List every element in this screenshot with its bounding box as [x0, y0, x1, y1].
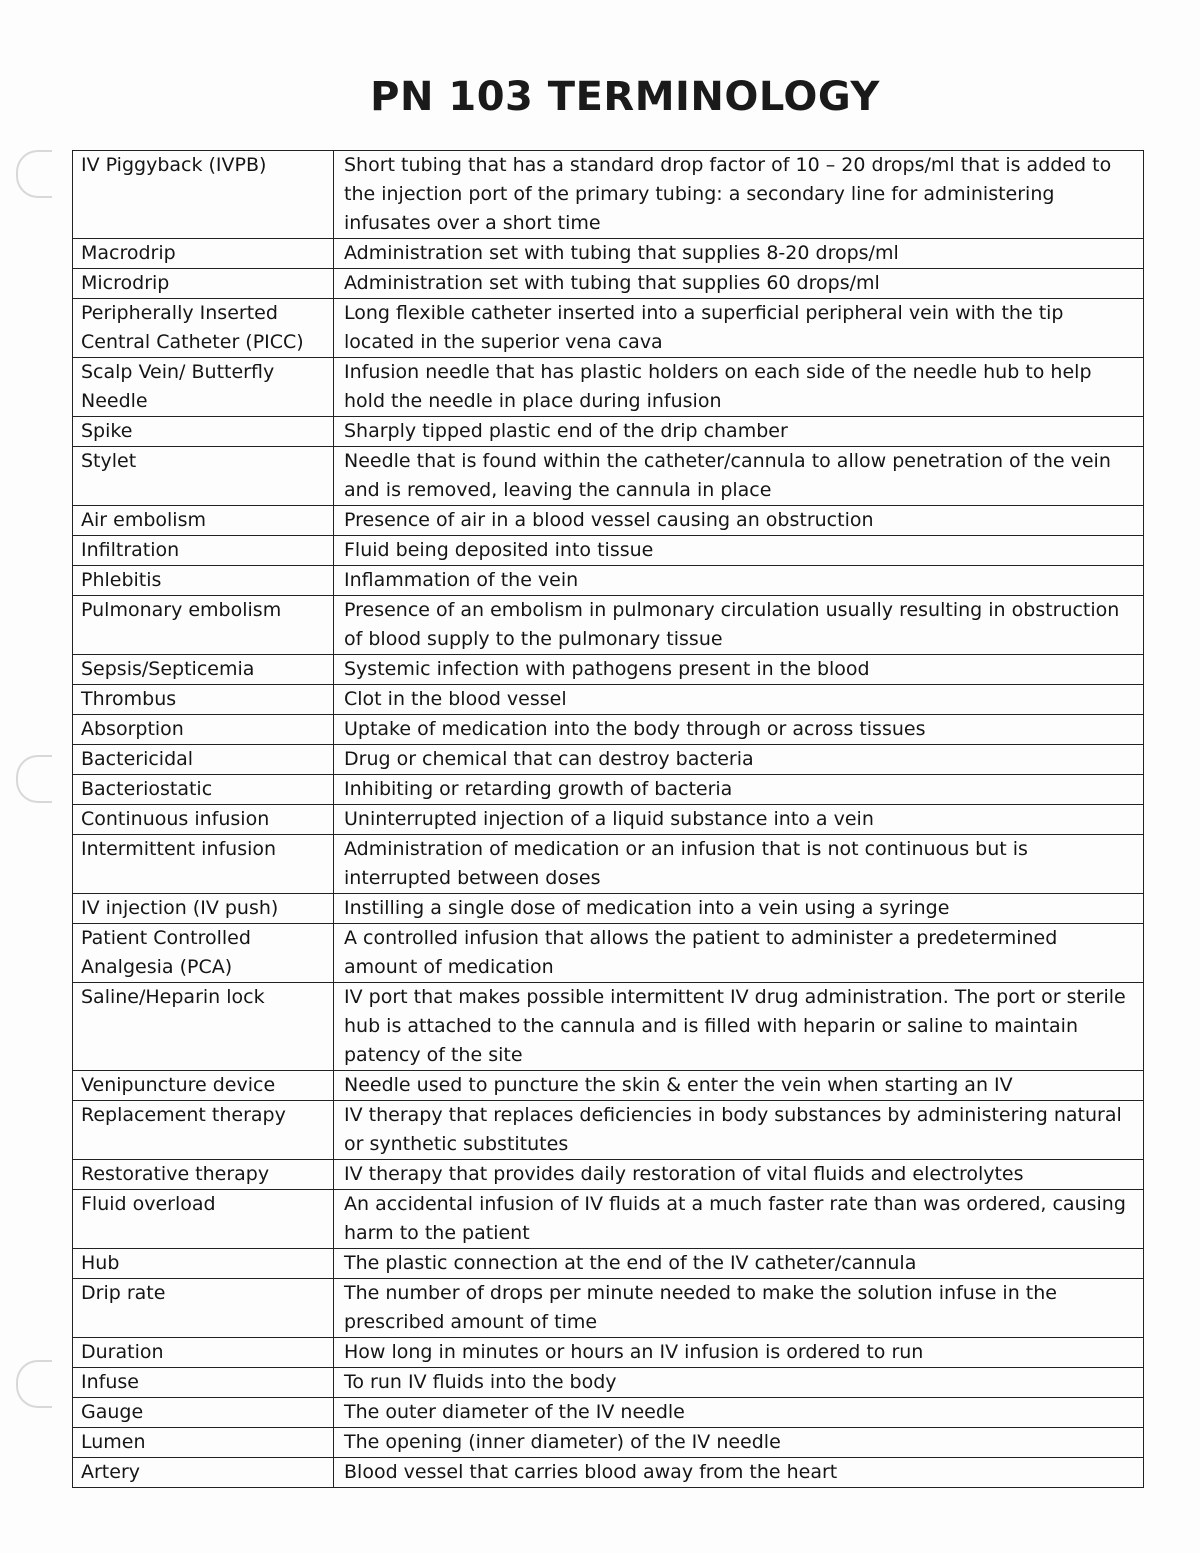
term-cell: Microdrip	[73, 269, 334, 299]
definition-cell: Long flexible catheter inserted into a superficial peripheral vein with the tip located in the superior vena cava	[334, 299, 1144, 358]
term-cell: IV injection (IV push)	[73, 894, 334, 924]
term-cell: Drip rate	[73, 1279, 334, 1338]
term-cell: Replacement therapy	[73, 1101, 334, 1160]
definition-cell: A controlled infusion that allows the patient to administer a predetermined amount of medication	[334, 924, 1144, 983]
definition-cell: Administration set with tubing that supplies 60 drops/ml	[334, 269, 1144, 299]
table-row	[73, 506, 1144, 536]
term-cell: Bacteriostatic	[73, 775, 334, 805]
terminology-table	[72, 150, 1144, 1488]
table-row	[73, 835, 1144, 894]
table-row	[73, 894, 1144, 924]
term-cell: Gauge	[73, 1398, 334, 1428]
definition-cell: The number of drops per minute needed to make the solution infuse in the prescribed amount of time	[334, 1279, 1144, 1338]
table-row	[73, 417, 1144, 447]
definition-cell: Presence of an embolism in pulmonary circulation usually resulting in obstruction of blood supply to the pulmonary tissue	[334, 596, 1144, 655]
table-row	[73, 1338, 1144, 1368]
term-cell: Macrodrip	[73, 239, 334, 269]
definition-cell: Infusion needle that has plastic holders on each side of the needle hub to help hold the needle in place during infusion	[334, 358, 1144, 417]
term-cell: Bactericidal	[73, 745, 334, 775]
term-cell: Spike	[73, 417, 334, 447]
term-cell: Duration	[73, 1338, 334, 1368]
definition-cell: Instilling a single dose of medication into a vein using a syringe	[334, 894, 1144, 924]
table-row	[73, 775, 1144, 805]
table-row	[73, 1249, 1144, 1279]
term-cell: Artery	[73, 1458, 334, 1488]
definition-cell: The opening (inner diameter) of the IV needle	[334, 1428, 1144, 1458]
term-cell: Peripherally Inserted Central Catheter (PICC)	[73, 299, 334, 358]
table-row	[73, 983, 1144, 1071]
definition-cell: Sharply tipped plastic end of the drip chamber	[334, 417, 1144, 447]
table-row	[73, 924, 1144, 983]
definition-cell: Presence of air in a blood vessel causing an obstruction	[334, 506, 1144, 536]
definition-cell: Uninterrupted injection of a liquid substance into a vein	[334, 805, 1144, 835]
definition-cell: How long in minutes or hours an IV infusion is ordered to run	[334, 1338, 1144, 1368]
definition-cell: Systemic infection with pathogens present in the blood	[334, 655, 1144, 685]
term-cell: Lumen	[73, 1428, 334, 1458]
definition-cell: An accidental infusion of IV fluids at a much faster rate than was ordered, causing harm to the patient	[334, 1190, 1144, 1249]
definition-cell: Administration set with tubing that supplies 8-20 drops/ml	[334, 239, 1144, 269]
table-row	[73, 1160, 1144, 1190]
punch-hole	[16, 1360, 52, 1408]
table-row	[73, 566, 1144, 596]
table-row	[73, 1101, 1144, 1160]
table-row	[73, 805, 1144, 835]
table-row	[73, 1428, 1144, 1458]
term-cell: Scalp Vein/ Butterfly Needle	[73, 358, 334, 417]
page-title: PN 103 TERMINOLOGY	[370, 74, 880, 120]
table-row	[73, 685, 1144, 715]
term-cell: Infiltration	[73, 536, 334, 566]
definition-cell: Blood vessel that carries blood away from the heart	[334, 1458, 1144, 1488]
punch-hole	[16, 150, 52, 198]
definition-cell: To run IV fluids into the body	[334, 1368, 1144, 1398]
table-row	[73, 1190, 1144, 1249]
definition-cell: Administration of medication or an infusion that is not continuous but is interrupted between doses	[334, 835, 1144, 894]
definition-cell: The outer diameter of the IV needle	[334, 1398, 1144, 1428]
table-row	[73, 1279, 1144, 1338]
table-row	[73, 1368, 1144, 1398]
term-cell: Hub	[73, 1249, 334, 1279]
punch-hole	[16, 755, 52, 803]
term-cell: Pulmonary embolism	[73, 596, 334, 655]
table-row	[73, 715, 1144, 745]
table-row	[73, 745, 1144, 775]
term-cell: Absorption	[73, 715, 334, 745]
term-cell: Air embolism	[73, 506, 334, 536]
term-cell: Venipuncture device	[73, 1071, 334, 1101]
term-cell: Patient Controlled Analgesia (PCA)	[73, 924, 334, 983]
term-cell: Intermittent infusion	[73, 835, 334, 894]
table-row	[73, 151, 1144, 239]
definition-cell: Fluid being deposited into tissue	[334, 536, 1144, 566]
table-row	[73, 1398, 1144, 1428]
definition-cell: Needle used to puncture the skin & enter the vein when starting an IV	[334, 1071, 1144, 1101]
term-cell: Thrombus	[73, 685, 334, 715]
definition-cell: Inhibiting or retarding growth of bacteria	[334, 775, 1144, 805]
table-row	[73, 1458, 1144, 1488]
definition-cell: Drug or chemical that can destroy bacteria	[334, 745, 1144, 775]
definition-cell: The plastic connection at the end of the IV catheter/cannula	[334, 1249, 1144, 1279]
table-row	[73, 358, 1144, 417]
term-cell: Sepsis/Septicemia	[73, 655, 334, 685]
term-cell: Phlebitis	[73, 566, 334, 596]
definition-cell: IV therapy that replaces deficiencies in body substances by administering natural or synthetic substitutes	[334, 1101, 1144, 1160]
table-row	[73, 596, 1144, 655]
definition-cell: Clot in the blood vessel	[334, 685, 1144, 715]
term-cell: IV Piggyback (IVPB)	[73, 151, 334, 239]
definition-cell: Uptake of medication into the body through or across tissues	[334, 715, 1144, 745]
table-row	[73, 536, 1144, 566]
table-row	[73, 239, 1144, 269]
definition-cell: IV therapy that provides daily restoration of vital fluids and electrolytes	[334, 1160, 1144, 1190]
table-row	[73, 655, 1144, 685]
terminology-table-body	[73, 151, 1144, 1488]
term-cell: Stylet	[73, 447, 334, 506]
definition-cell: Inflammation of the vein	[334, 566, 1144, 596]
definition-cell: IV port that makes possible intermittent IV drug administration. The port or sterile hub is attached to the cannula and is filled with heparin or saline to maintain patency of the site	[334, 983, 1144, 1071]
table-row	[73, 447, 1144, 506]
term-cell: Infuse	[73, 1368, 334, 1398]
definition-cell: Short tubing that has a standard drop factor of 10 – 20 drops/ml that is added to the injection port of the primary tubing: a secondary line for administering infusates over a short time	[334, 151, 1144, 239]
table-row	[73, 299, 1144, 358]
table-row	[73, 1071, 1144, 1101]
definition-cell: Needle that is found within the catheter/cannula to allow penetration of the vein and is removed, leaving the cannula in place	[334, 447, 1144, 506]
term-cell: Saline/Heparin lock	[73, 983, 334, 1071]
term-cell: Restorative therapy	[73, 1160, 334, 1190]
term-cell: Fluid overload	[73, 1190, 334, 1249]
table-row	[73, 269, 1144, 299]
term-cell: Continuous infusion	[73, 805, 334, 835]
